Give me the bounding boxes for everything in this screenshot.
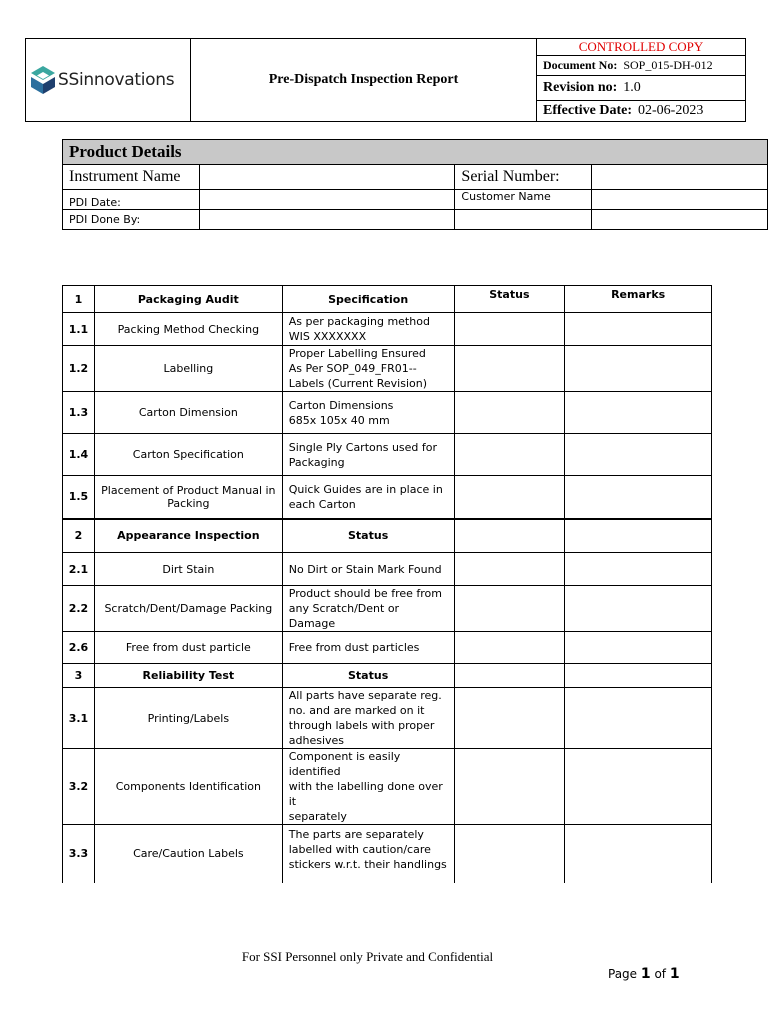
customer-name-label: Customer Name	[455, 190, 592, 210]
spec-line: As per packaging method	[288, 315, 430, 328]
status-header: Status	[282, 519, 454, 553]
remarks-cell[interactable]	[565, 688, 712, 749]
spec-line: any Scratch/Dent or Damage	[288, 602, 400, 630]
empty-cell	[454, 519, 565, 553]
status-cell[interactable]	[454, 313, 565, 346]
section-title: Reliability Test	[94, 664, 282, 688]
status-cell[interactable]	[454, 825, 565, 883]
pdi-done-by-label: PDI Done By:	[63, 210, 200, 230]
spec-line: no. and are marked on it	[288, 704, 425, 717]
status-header: Status	[454, 286, 565, 313]
status-cell[interactable]	[454, 392, 565, 434]
section-title: Packaging Audit	[94, 286, 282, 313]
of-word: of	[654, 967, 667, 981]
table-row	[63, 346, 712, 392]
revision-value: 1.0	[623, 80, 641, 95]
document-meta	[537, 39, 745, 121]
table-row	[63, 632, 712, 664]
table-row	[63, 476, 712, 519]
table-row	[63, 825, 712, 883]
table-row	[63, 434, 712, 476]
empty-cell	[454, 664, 565, 688]
status-cell[interactable]	[454, 749, 565, 825]
row-spec	[282, 392, 454, 434]
revision-label: Revision no:	[543, 80, 618, 95]
row-spec	[282, 825, 454, 883]
row-item: Carton Specification	[94, 434, 282, 476]
table-row	[63, 553, 712, 586]
row-spec	[282, 749, 454, 825]
spec-line: Labels (Current Revision)	[288, 377, 428, 390]
status-cell[interactable]	[454, 346, 565, 392]
remarks-cell[interactable]	[565, 313, 712, 346]
document-header	[25, 38, 746, 122]
instrument-name-label: Instrument Name	[63, 165, 200, 190]
section-title: Appearance Inspection	[94, 519, 282, 553]
document-number-label: Document No:	[543, 58, 618, 72]
row-spec	[282, 434, 454, 476]
logo-cell	[26, 39, 191, 121]
row-item: Labelling	[94, 346, 282, 392]
spec-line: Packaging	[288, 455, 345, 469]
row-spec	[282, 586, 454, 632]
confidential-footer: For SSI Personnel only Private and Confidential	[241, 949, 494, 964]
page-word: Page	[608, 967, 638, 981]
remarks-cell[interactable]	[565, 825, 712, 883]
status-cell[interactable]	[454, 476, 565, 519]
spec-line: stickers w.r.t. their handlings	[288, 858, 447, 871]
row-spec	[282, 346, 454, 392]
section-header-row	[63, 519, 712, 553]
total-pages: 1	[669, 966, 680, 982]
table-row	[63, 392, 712, 434]
remarks-header: Remarks	[565, 286, 712, 313]
row-item: Dirt Stain	[94, 553, 282, 586]
row-item: Scratch/Dent/Damage Packing	[94, 586, 282, 632]
empty-cell	[455, 210, 592, 230]
row-number: 2.6	[63, 632, 95, 664]
status-cell[interactable]	[454, 586, 565, 632]
spec-line: labelled with caution/care	[288, 843, 431, 856]
effective-date-row	[537, 101, 745, 121]
row-number: 3.1	[63, 688, 95, 749]
pdi-date-label: PDI Date:	[63, 190, 200, 210]
row-number: 1.1	[63, 313, 95, 346]
remarks-cell[interactable]	[565, 346, 712, 392]
document-number-value: SOP_015-DH-012	[623, 58, 713, 72]
table-row	[63, 688, 712, 749]
row-item: Care/Caution Labels	[94, 825, 282, 883]
remarks-cell[interactable]	[565, 749, 712, 825]
inspection-table	[62, 285, 712, 883]
serial-number-label: Serial Number:	[455, 165, 592, 190]
spec-line: with the labelling done over it	[288, 780, 443, 808]
row-number: 2.2	[63, 586, 95, 632]
row-number: 1.3	[63, 392, 95, 434]
row-item: Components Identification	[94, 749, 282, 825]
spec-line: through labels with proper	[288, 719, 435, 732]
status-cell[interactable]	[454, 553, 565, 586]
spec-line: Free from dust particles	[288, 641, 420, 654]
serial-number-field[interactable]	[592, 165, 768, 190]
customer-name-field[interactable]	[592, 190, 768, 210]
effective-date-label: Effective Date:	[543, 103, 633, 118]
spec-line: Product should be free from	[288, 587, 442, 600]
row-item: Free from dust particle	[94, 632, 282, 664]
remarks-cell[interactable]	[565, 586, 712, 632]
status-cell[interactable]	[454, 688, 565, 749]
logo-mark-icon	[30, 65, 56, 95]
company-name: SSinnovations	[58, 70, 175, 90]
pdi-done-by-field[interactable]	[199, 210, 455, 230]
section-number: 1	[63, 286, 95, 313]
effective-date-value: 02-06-2023	[638, 103, 704, 118]
remarks-cell[interactable]	[565, 476, 712, 519]
table-row	[63, 749, 712, 825]
row-item: Printing/Labels	[94, 688, 282, 749]
row-spec	[282, 553, 454, 586]
row-spec	[282, 688, 454, 749]
status-header: Status	[282, 664, 454, 688]
row-spec	[282, 476, 454, 519]
table-row	[63, 586, 712, 632]
row-spec	[282, 313, 454, 346]
spec-line: All parts have separate reg.	[288, 689, 442, 702]
row-item: Packing Method Checking	[94, 313, 282, 346]
section-number: 3	[63, 664, 95, 688]
row-number: 3.2	[63, 749, 95, 825]
table-row	[63, 313, 712, 346]
row-item: Placement of Product Manual in Packing	[94, 476, 282, 519]
empty-cell	[592, 210, 768, 230]
spec-line: Component is easily identified	[288, 750, 401, 778]
row-number: 2.1	[63, 553, 95, 586]
row-spec	[282, 632, 454, 664]
empty-cell	[565, 664, 712, 688]
instrument-name-field[interactable]	[199, 165, 455, 190]
remarks-cell[interactable]	[565, 392, 712, 434]
row-number: 3.3	[63, 825, 95, 883]
product-details-heading: Product Details	[63, 140, 768, 165]
current-page: 1	[640, 966, 651, 982]
spec-line: WIS XXXXXXX	[288, 330, 367, 343]
revision-row	[537, 76, 745, 101]
spec-line: Single Ply Cartons used for	[288, 440, 438, 454]
spec-line: separately	[288, 810, 347, 823]
spec-line: No Dirt or Stain Mark Found	[288, 562, 442, 576]
company-logo	[30, 65, 174, 95]
row-number: 1.4	[63, 434, 95, 476]
pdi-date-field[interactable]	[199, 190, 455, 210]
specification-header: Specification	[282, 286, 454, 313]
section-number: 2	[63, 519, 95, 553]
controlled-copy-label: CONTROLLED COPY	[537, 39, 745, 56]
status-cell[interactable]	[454, 434, 565, 476]
spec-line: 685x 105x 40 mm	[288, 413, 390, 427]
row-number: 1.5	[63, 476, 95, 519]
spec-line: Carton Dimensions	[288, 398, 394, 412]
product-details-table	[62, 139, 768, 230]
spec-line: The parts are separately	[288, 828, 424, 841]
status-cell[interactable]	[454, 632, 565, 664]
spec-line: each Carton	[288, 497, 356, 511]
remarks-cell[interactable]	[565, 632, 712, 664]
row-number: 1.2	[63, 346, 95, 392]
report-title: Pre-Dispatch Inspection Report	[191, 39, 537, 121]
section-header-row	[63, 286, 712, 313]
spec-line: Proper Labelling Ensured	[288, 347, 426, 360]
document-number-row	[537, 56, 745, 76]
remarks-cell[interactable]	[565, 434, 712, 476]
section-header-row	[63, 664, 712, 688]
empty-cell	[565, 519, 712, 553]
spec-line: adhesives	[288, 734, 345, 747]
spec-line: As Per SOP_049_FR01--	[288, 362, 417, 375]
row-item: Carton Dimension	[94, 392, 282, 434]
spec-line: Quick Guides are in place in	[288, 482, 443, 496]
page-number	[608, 966, 680, 982]
remarks-cell[interactable]	[565, 553, 712, 586]
